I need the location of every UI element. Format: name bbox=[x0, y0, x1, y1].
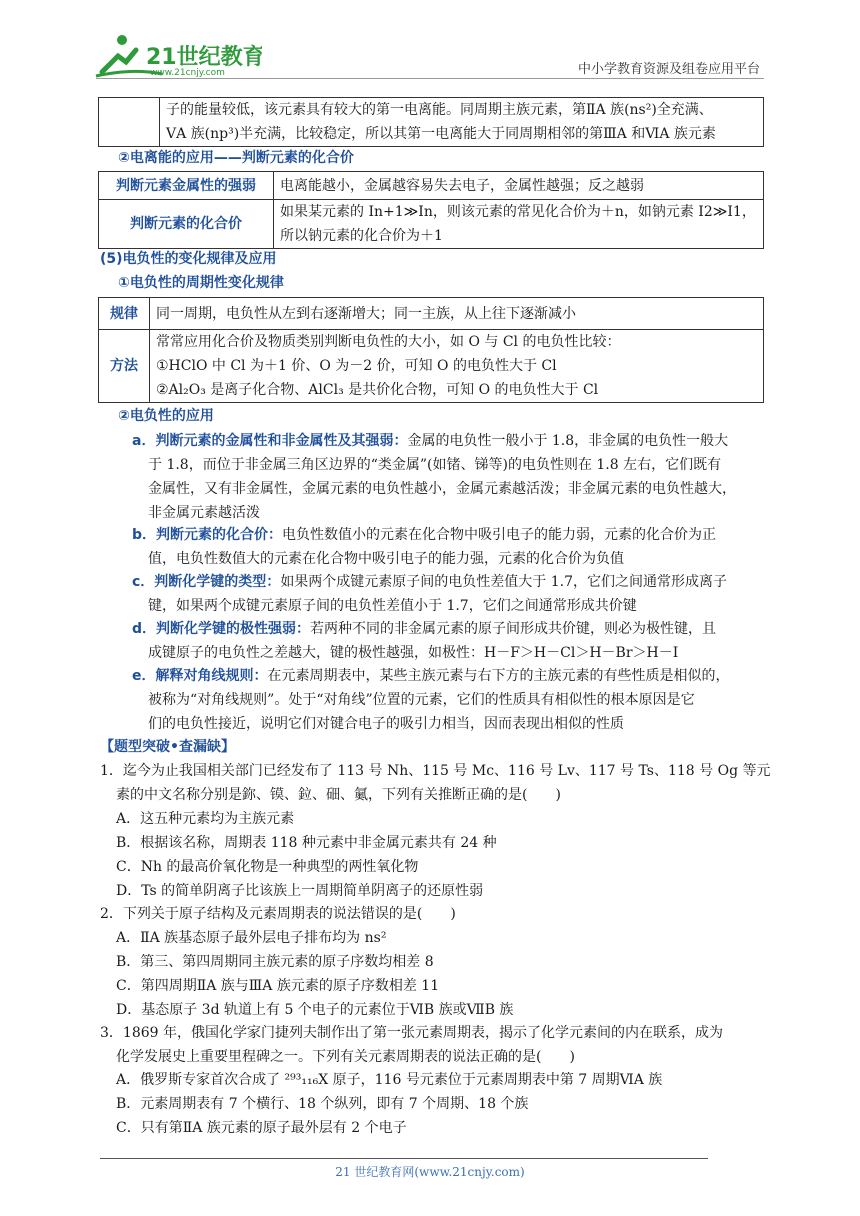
metallic-head: 判断元素金属性的强弱 bbox=[99, 172, 274, 200]
metallic-body: 电离能越小，金属越容易失去电子，金属性越强；反之越弱 bbox=[274, 172, 764, 200]
q1-option-d: D．Ts 的简单阴离子比该族上一周期简单阴离子的还原性弱 bbox=[116, 883, 484, 899]
app-a-line1: a．判断元素的金属性和非金属性及其强弱：金属的电负性一般小于 1.8，非金属的电负性一般大 bbox=[132, 433, 729, 449]
logo-text: 21世纪教育 bbox=[146, 45, 262, 70]
rule-body: 同一周期，电负性从左到右逐渐增大；同一主族，从上往下逐渐减小 bbox=[150, 298, 764, 330]
app-a-label: a．判断元素的金属性和非金属性及其强弱： bbox=[132, 433, 408, 449]
footer-divider bbox=[100, 1158, 708, 1159]
app-c-line2: 键，如果两个成键元素原子间的电负性差值小于 1.7，它们之间通常形成共价键 bbox=[148, 598, 637, 614]
q1-option-c: C．Nh 的最高价氧化物是一种典型的两性氧化物 bbox=[116, 859, 419, 875]
q1-stem-2: 素的中文名称分别是鉨、镆、鉝、鿬、鿫，下列有关推断正确的是( ) bbox=[116, 787, 561, 803]
q2-stem: 2．下列关于原子结构及元素周期表的说法错误的是( ) bbox=[100, 906, 456, 922]
app-a-line2: 于 1.8，而位于非金属三角区边界的“类金属”(如锗、锑等)的电负性则在 1.8 左右，它们既有 bbox=[148, 457, 722, 473]
ionization-table-continued bbox=[98, 97, 764, 147]
table1-row1: 子的能量较低，该元素具有较大的第一电离能。同周期主族元素，第ⅡA 族(ns²)全充满、 bbox=[166, 102, 713, 118]
app-d-line1: d．判断化学键的极性强弱：若两种不同的非金属元素的原子间形成共价键，则必为极性键，且 bbox=[132, 621, 717, 637]
valence-head: 判断元素的化合价 bbox=[99, 200, 274, 249]
method-head: 方法 bbox=[99, 330, 150, 403]
electronegativity-table bbox=[98, 297, 764, 403]
section5-heading: (5)电负性的变化规律及应用 bbox=[100, 251, 277, 267]
q3-option-c: C．只有第ⅡA 族元素的原子最外层有 2 个电子 bbox=[116, 1120, 407, 1136]
valence-body-2: 所以钠元素的化合价为＋1 bbox=[280, 228, 443, 244]
platform-name: 中小学教育资源及组卷应用平台 bbox=[577, 62, 760, 77]
section5-1-heading: ①电负性的周期性变化规律 bbox=[118, 275, 284, 291]
app-e-line1: e．解释对角线规则：在元素周期表中，某些主族元素与右下方的主族元素的有些性质是相似的， bbox=[132, 668, 730, 684]
ionization-app-heading: ②电离能的应用——判断元素的化合价 bbox=[118, 150, 354, 166]
app-b-line1: b．判断元素的化合价：电负性数值小的元素在化合物中吸引电子的能力弱，元素的化合价为正 bbox=[132, 527, 717, 543]
app-c-line1: c．判断化学键的类型：如果两个成键元素原子间的电负性差值大于 1.7，它们之间通常形成离子 bbox=[132, 574, 728, 590]
q3-stem-1: 3．1869 年，俄国化学家门捷列夫制作出了第一张元素周期表，揭示了化学元素间的内在联系，成为 bbox=[100, 1025, 723, 1041]
app-d-label: d．判断化学键的极性强弱： bbox=[132, 621, 311, 637]
method-body-2: ①HClO 中 Cl 为＋1 价、O 为－2 价，可知 O 的电负性大于 Cl bbox=[156, 358, 557, 374]
method-body-1: 常常应用化合价及物质类别判断电负性的大小，如 O 与 Cl 的电负性比较： bbox=[156, 334, 621, 350]
q2-option-c: C．第四周期ⅡA 族与ⅢA 族元素的原子序数相差 11 bbox=[116, 978, 440, 994]
app-e-line3: 们的电负性接近，说明它们对键合电子的吸引力相当，因而表现出相似的性质 bbox=[148, 716, 624, 732]
q1-stem-1: 1．迄今为止我国相关部门已经发布了 113 号 Nh、115 号 Mc、116 号 Lv、117 号 Ts、118 号 Og 等元 bbox=[100, 763, 771, 779]
q2-option-a: A．ⅡA 族基态原子最外层电子排布均为 ns² bbox=[116, 930, 387, 946]
header-divider bbox=[96, 78, 764, 79]
q2-option-b: B．第三、第四周期同主族元素的原子序数均相差 8 bbox=[116, 954, 434, 970]
section5-2-heading: ②电负性的应用 bbox=[118, 408, 214, 424]
q3-option-b: B．元素周期表有 7 个横行、18 个纵列，即有 7 个周期、18 个族 bbox=[116, 1096, 529, 1112]
app-a-line3: 金属性，又有非金属性，金属元素的电负性越小，金属元素越活泼；非金属元素的电负性越大， bbox=[148, 481, 736, 497]
app-e-line2: 被称为“对角线规则”。处于“对角线”位置的元素，它们的性质具有相似性的根本原因是它 bbox=[148, 692, 695, 708]
runner-logo-icon bbox=[92, 32, 262, 80]
ionization-application-table bbox=[98, 171, 764, 249]
rule-head: 规律 bbox=[99, 298, 150, 330]
q1-option-b: B．根据该名称，周期表 118 种元素中非金属元素共有 24 种 bbox=[116, 835, 497, 851]
q3-stem-2: 化学发展史上重要里程碑之一。下列有关元素周期表的说法正确的是( ) bbox=[116, 1049, 575, 1065]
section-title: 【题型突破•查漏缺】 bbox=[100, 739, 235, 755]
q2-option-d: D．基态原子 3d 轨道上有 5 个电子的元素位于ⅥB 族或ⅦB 族 bbox=[116, 1002, 514, 1018]
table1-row2: ⅤA 族(np³)半充满，比较稳定，所以其第一电离能大于同周期相邻的第ⅢA 和ⅥA 族元素 bbox=[166, 126, 716, 142]
footer-text: 21 世纪教育网(www.21cnjy.com) bbox=[335, 1165, 525, 1179]
logo-url: www.21cnjy.com bbox=[150, 68, 225, 78]
q1-option-a: A．这五种元素均为主族元素 bbox=[116, 811, 295, 827]
site-logo bbox=[92, 32, 262, 80]
empty-cell bbox=[99, 98, 160, 147]
app-e-label: e．解释对角线规则： bbox=[132, 668, 268, 684]
valence-body-1: 如果某元素的 In+1≫In，则该元素的常见化合价为＋n，如钠元素 I2≫I1， bbox=[280, 204, 756, 220]
app-b-label: b．判断元素的化合价： bbox=[132, 527, 283, 543]
app-a-line4: 非金属元素越活泼 bbox=[148, 505, 260, 521]
app-d-line2: 成键原子的电负性之差越大，键的极性越强，如极性：H－F＞H－Cl＞H－Br＞H－I bbox=[148, 645, 679, 661]
app-c-label: c．判断化学键的类型： bbox=[132, 574, 281, 590]
q3-option-a: A．俄罗斯专家首次合成了 ²⁹³₁₁₆X 原子，116 号元素位于元素周期表中第 7 周期ⅥA 族 bbox=[116, 1072, 663, 1088]
app-b-line2: 值，电负性数值大的元素在化合物中吸引电子的能力强，元素的化合价为负值 bbox=[148, 551, 624, 567]
method-body-3: ②Al₂O₃ 是离子化合物、AlCl₃ 是共价化合物，可知 O 的电负性大于 Cl bbox=[156, 382, 599, 398]
